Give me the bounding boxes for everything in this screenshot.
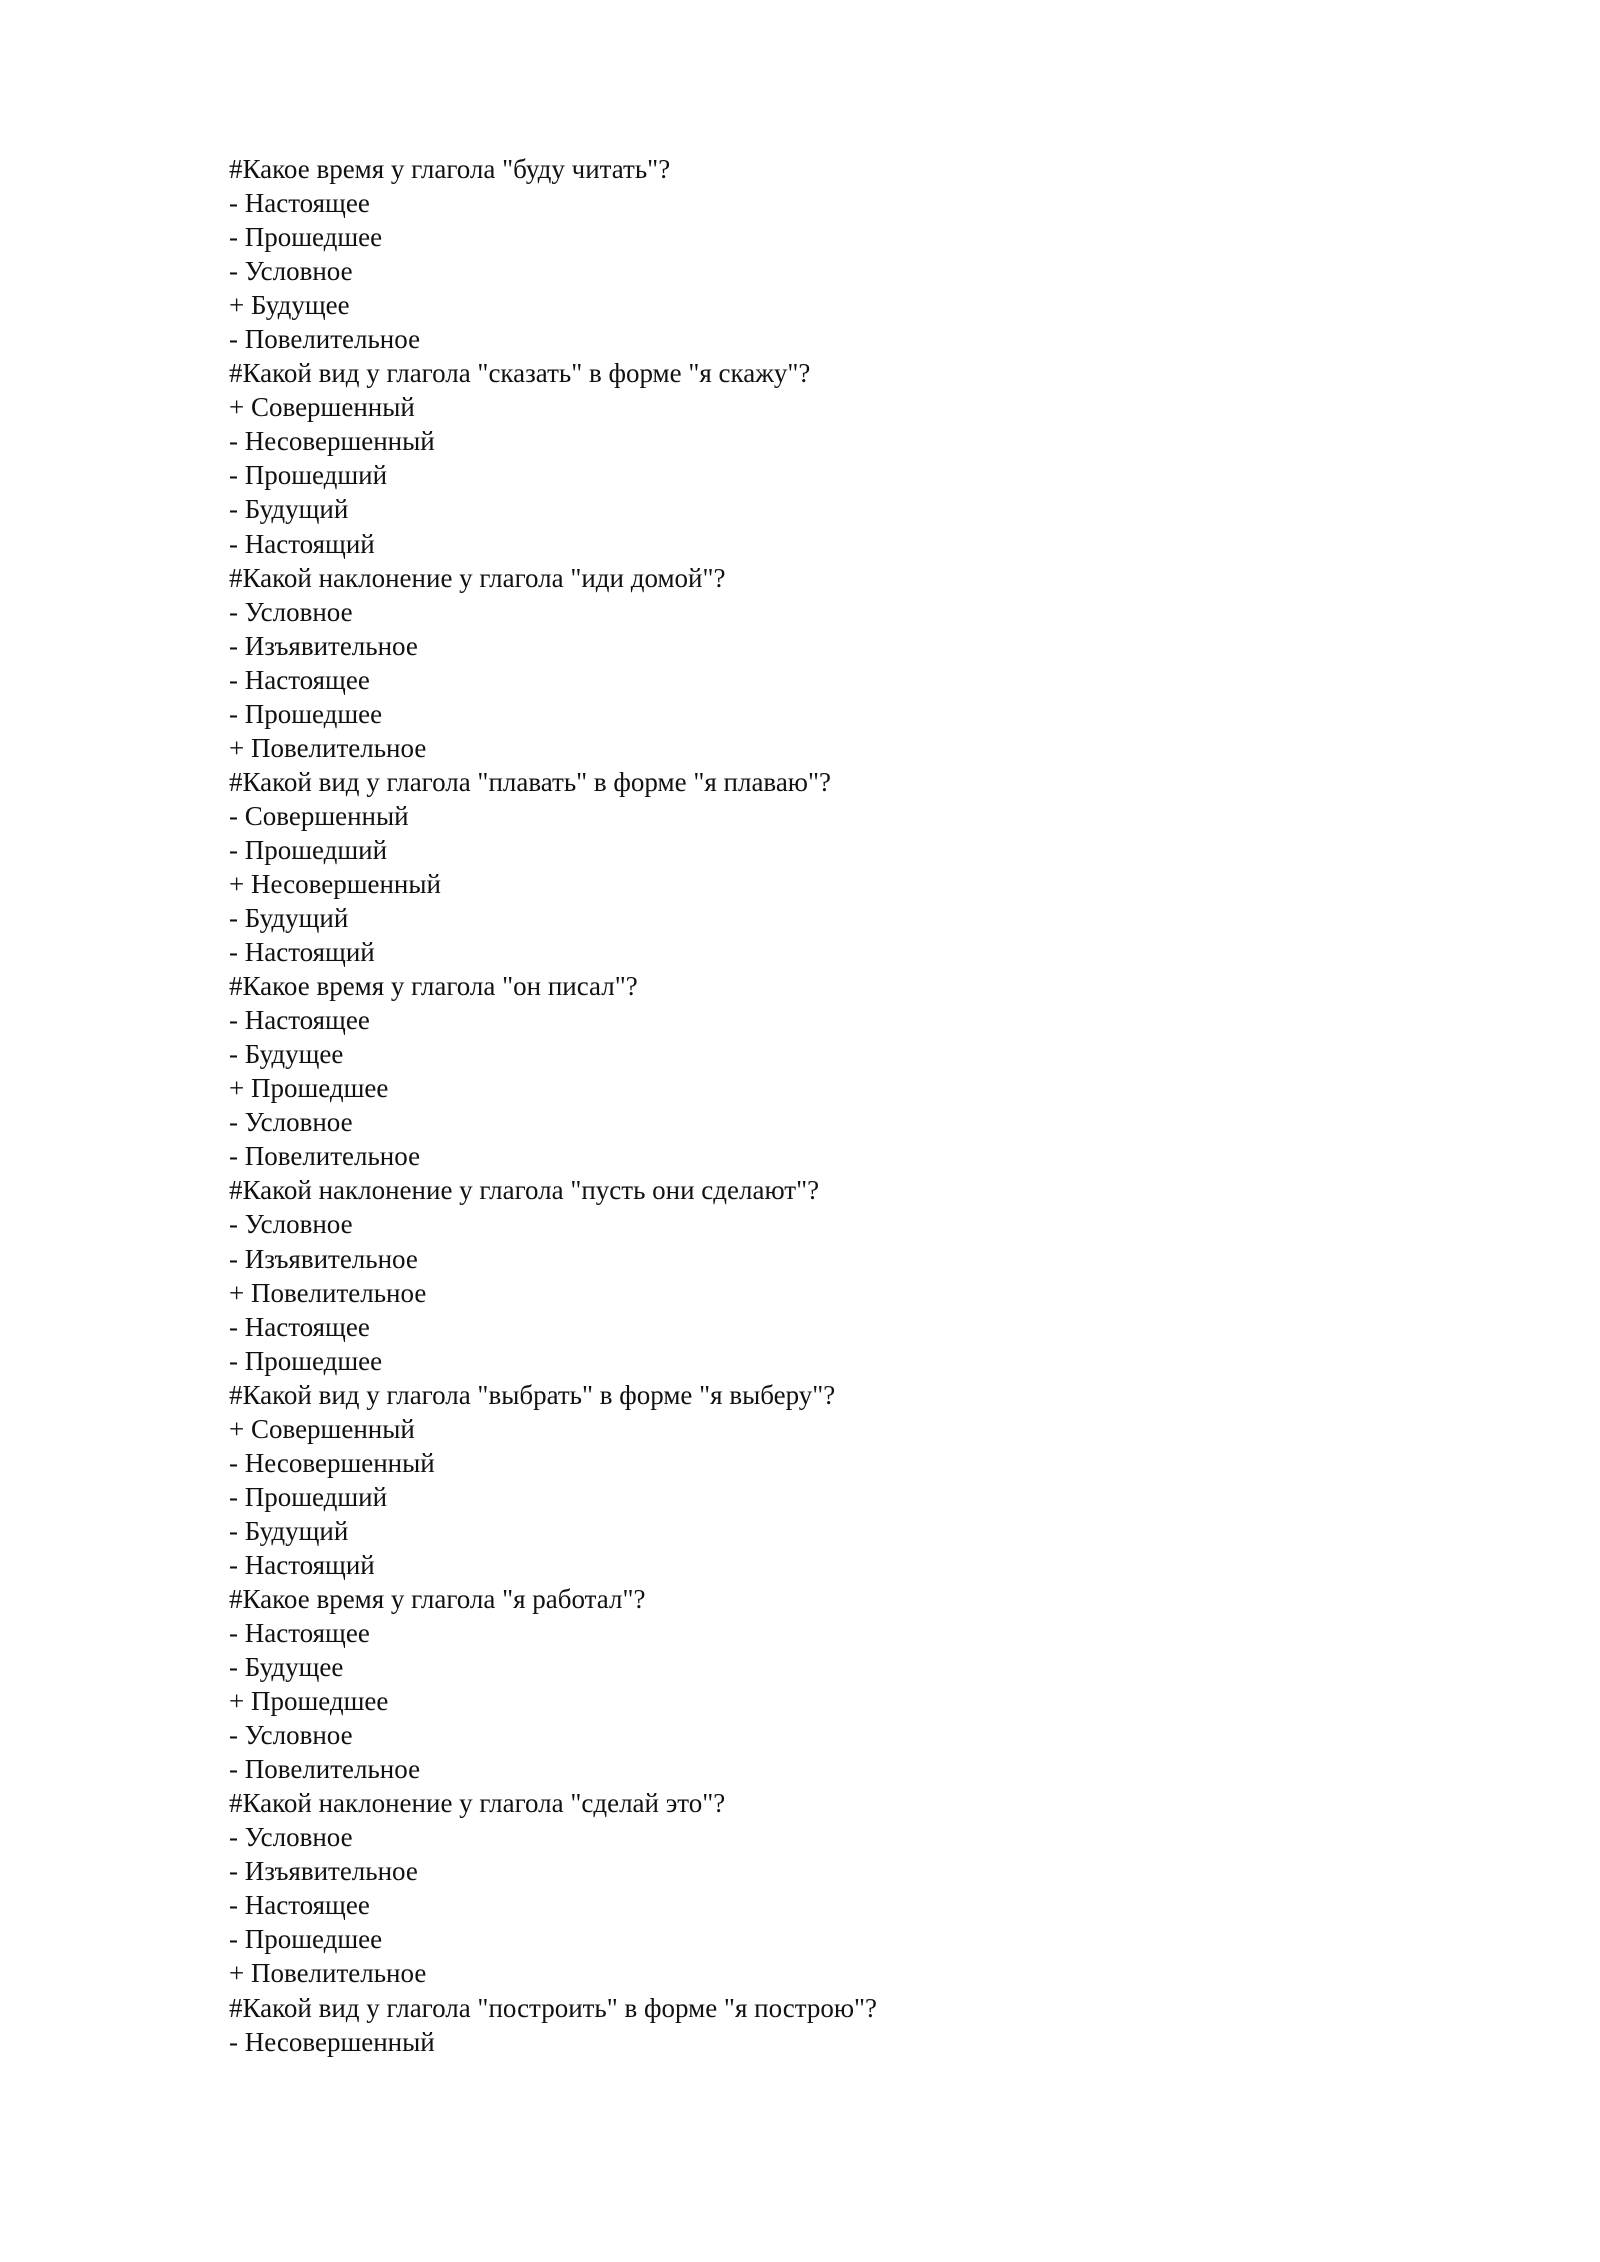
answer-option: - Прошедшее [229, 1345, 383, 1376]
answer-option: - Будущий [229, 494, 349, 525]
question-text: #Какой вид у глагола "выбрать" в форме "я выберу"? [229, 1379, 836, 1410]
answer-option: - Повелительное [229, 1754, 421, 1785]
answer-option: - Условное [229, 256, 353, 287]
answer-option: - Совершенный [229, 800, 409, 831]
quiz-block [229, 152, 1429, 356]
question-text: #Какой вид у глагола "сказать" в форме "я скажу"? [229, 358, 811, 389]
answer-option: - Повелительное [229, 1141, 421, 1172]
quiz-block [229, 1173, 1429, 1377]
answer-option: - Настоящий [229, 937, 375, 968]
quiz-block [229, 765, 1429, 969]
question-text: #Какой наклонение у глагола "пусть они сделают"? [229, 1175, 820, 1206]
answer-option: - Условное [229, 1720, 353, 1751]
answer-option: - Настоящее [229, 188, 370, 219]
answer-option: - Несовершенный [229, 426, 435, 457]
question-text: #Какое время у глагола "я работал"? [229, 1583, 646, 1614]
answer-option: + Прошедшее [229, 1073, 389, 1104]
answer-option: + Совершенный [229, 1413, 415, 1444]
answer-option: - Настоящее [229, 1618, 370, 1649]
answer-option: - Условное [229, 1107, 353, 1138]
question-text: #Какой наклонение у глагола "иди домой"? [229, 562, 726, 593]
answer-option: + Прошедшее [229, 1686, 389, 1717]
answer-option: + Несовершенный [229, 868, 441, 899]
answer-option: - Прошедший [229, 460, 388, 491]
answer-option: - Прошедшее [229, 698, 383, 729]
answer-option: - Будущее [229, 1652, 344, 1683]
quiz-block [229, 561, 1429, 765]
answer-option: - Настоящее [229, 1890, 370, 1921]
answer-option: - Условное [229, 1209, 353, 1240]
answer-option: - Условное [229, 1822, 353, 1853]
quiz-block [229, 1378, 1429, 1582]
answer-option: - Прошедший [229, 1481, 388, 1512]
quiz-block [229, 969, 1429, 1173]
answer-option: - Будущее [229, 1039, 344, 1070]
answer-option: - Изъявительное [229, 1856, 418, 1887]
answer-option: + Повелительное [229, 732, 427, 763]
answer-option: - Настоящее [229, 1311, 370, 1342]
answer-option: - Повелительное [229, 324, 421, 355]
answer-option: - Прошедшее [229, 1924, 383, 1955]
answer-option: + Совершенный [229, 392, 415, 423]
quiz-content [229, 152, 1429, 2059]
quiz-block [229, 356, 1429, 560]
answer-option: - Условное [229, 596, 353, 627]
quiz-block [229, 1582, 1429, 1786]
answer-option: - Прошедшее [229, 222, 383, 253]
answer-option: - Изъявительное [229, 630, 418, 661]
answer-option: - Изъявительное [229, 1243, 418, 1274]
quiz-block [229, 1991, 1429, 2059]
answer-option: + Повелительное [229, 1958, 427, 1989]
answer-option: - Несовершенный [229, 2026, 435, 2057]
answer-option: - Несовершенный [229, 1447, 435, 1478]
answer-option: - Настоящий [229, 1549, 375, 1580]
answer-option: - Настоящий [229, 528, 375, 559]
answer-option: - Будущий [229, 903, 349, 934]
answer-option: - Будущий [229, 1515, 349, 1546]
question-text: #Какой наклонение у глагола "сделай это"? [229, 1788, 726, 1819]
answer-option: - Настоящее [229, 664, 370, 695]
answer-option: + Повелительное [229, 1277, 427, 1308]
answer-option: - Настоящее [229, 1005, 370, 1036]
answer-option: + Будущее [229, 290, 350, 321]
question-text: #Какой вид у глагола "построить" в форме "я построю"? [229, 1992, 878, 2023]
question-text: #Какое время у глагола "буду читать"? [229, 154, 671, 184]
quiz-block [229, 1786, 1429, 1990]
answer-option: - Прошедший [229, 834, 388, 865]
question-text: #Какой вид у глагола "плавать" в форме "я плаваю"? [229, 766, 831, 797]
question-text: #Какое время у глагола "он писал"? [229, 971, 638, 1002]
